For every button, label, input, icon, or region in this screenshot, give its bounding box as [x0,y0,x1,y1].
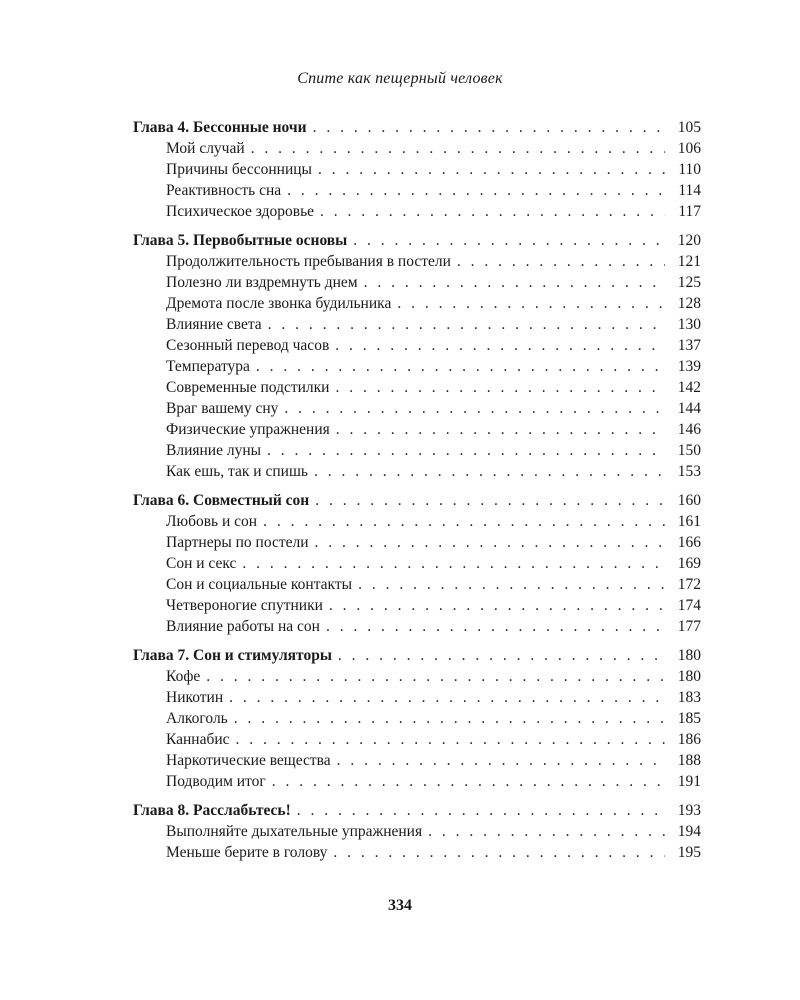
dot-leader [272,771,665,792]
toc-entry-page: 128 [677,295,701,312]
dot-leader [263,511,665,532]
toc-entry [133,821,701,842]
toc-entry-page: 130 [677,316,701,333]
dot-leader [315,490,665,511]
chapter-block [133,645,701,792]
toc-entry-title: Психическое здоровье [166,203,315,220]
toc-entry-title: Алкоголь [166,710,228,727]
toc-entry-title: Партнеры по постели [166,534,309,551]
toc-entry [133,595,701,616]
toc-entry-title: Дремота после звонка будильника [166,295,392,312]
toc-entry [133,616,701,637]
toc-entry-title: Кофе [166,668,201,685]
dot-leader [236,729,665,750]
toc-entry-title: Сон и секс [166,555,237,572]
dot-leader [326,616,665,637]
chapter-heading [133,645,701,666]
dot-leader [320,201,665,222]
toc-entry [133,251,701,272]
dot-leader [251,138,665,159]
dot-leader [242,553,665,574]
toc-entry [133,842,701,863]
toc-entry [133,666,701,687]
toc-entry-page: 137 [677,337,701,354]
dot-leader [313,117,665,138]
dot-leader [353,230,665,251]
toc-entry-title: Влияние работы на сон [166,618,320,635]
dot-leader [206,666,665,687]
toc-entry-page: 177 [677,618,701,635]
toc-entry-page: 106 [677,140,701,157]
toc-entry-page: 150 [677,442,701,459]
chapter-heading-page: 120 [677,232,701,249]
toc-entry-page: 180 [677,668,701,685]
toc-entry-title: Любовь и сон [166,513,258,530]
chapter-heading-page: 193 [677,802,701,819]
toc-entry-title: Каннабис [166,731,230,748]
toc-entry-title: Причины бессонницы [166,161,312,178]
toc-entry-page: 183 [677,689,701,706]
toc-entry-page: 139 [677,358,701,375]
toc-entry-title: Сезонный перевод часов [166,337,330,354]
toc-entry-page: 142 [677,379,701,396]
toc-entry [133,356,701,377]
toc-entry-title: Враг вашему сну [166,400,279,417]
dot-leader [229,687,665,708]
toc-entry-page: 186 [677,731,701,748]
toc-entry-page: 125 [677,274,701,291]
dot-leader [333,842,665,863]
toc-entry [133,771,701,792]
toc-entry-page: 144 [677,400,701,417]
toc-entry-page: 185 [677,710,701,727]
toc-entry-page: 194 [677,823,701,840]
dot-leader [267,440,665,461]
toc-entry-title: Современные подстилки [166,379,330,396]
toc-entry [133,461,701,482]
toc-entry [133,314,701,335]
toc-entry [133,708,701,729]
toc-entry [133,180,701,201]
toc-entry-page: 110 [678,161,701,178]
toc-entry [133,272,701,293]
toc-entry [133,138,701,159]
dot-leader [457,251,665,272]
page-number: 334 [388,897,412,914]
dot-leader [337,750,665,771]
toc-entry [133,440,701,461]
dot-leader [335,377,665,398]
toc-entry-title: Температура [166,358,250,375]
toc-entry-title: Никотин [166,689,224,706]
toc-entry [133,553,701,574]
toc-entry [133,750,701,771]
toc-entry-page: 166 [677,534,701,551]
dot-leader [329,595,665,616]
toc-entry [133,159,701,180]
dot-leader [364,272,665,293]
chapter-heading [133,800,701,821]
chapter-heading [133,230,701,251]
chapter-heading-page: 105 [677,119,701,136]
toc-entry [133,574,701,595]
toc-entry-title: Наркотические вещества [166,752,331,769]
toc-entry [133,377,701,398]
toc-entry-title: Сон и социальные контакты [166,576,353,593]
dot-leader [338,645,665,666]
dot-leader [297,800,665,821]
toc-entry [133,398,701,419]
dot-leader [397,293,665,314]
toc-entry-page: 153 [677,463,701,480]
toc-entry-title: Меньше берите в голову [166,844,328,861]
dot-leader [335,335,665,356]
toc-entry [133,729,701,750]
toc-entry-page: 169 [677,555,701,572]
toc-entry-title: Влияние луны [166,442,262,459]
chapter-block [133,230,701,482]
toc-entry-page: 117 [678,203,701,220]
toc-entry-title: Влияние света [166,316,262,333]
chapter-block [133,117,701,222]
toc-entry-page: 188 [677,752,701,769]
chapter-heading-title: Глава 7. Сон и стимуляторы [133,647,332,664]
dot-leader [256,356,665,377]
dot-leader [318,159,665,180]
toc-entry [133,335,701,356]
dot-leader [234,708,665,729]
dot-leader [428,821,665,842]
chapter-heading [133,490,701,511]
toc-entry-title: Мой случай [166,140,245,157]
toc-entry-title: Полезно ли вздремнуть днем [166,274,358,291]
chapter-heading-title: Глава 5. Первобытные основы [133,232,348,249]
toc-entry [133,511,701,532]
toc-entry [133,419,701,440]
toc-entry-title: Физические упражнения [166,421,330,438]
toc-entry-page: 114 [678,182,701,199]
chapter-block [133,800,701,863]
chapter-heading [133,117,701,138]
toc-entry [133,293,701,314]
dot-leader [314,461,665,482]
toc-entry-page: 174 [677,597,701,614]
toc-entry-page: 121 [677,253,701,270]
toc-entry-title: Как ешь, так и спишь [166,463,308,480]
running-head: Спите как пещерный человек [297,70,503,87]
toc-entry-title: Выполняйте дыхательные упражнения [166,823,423,840]
chapter-heading-page: 180 [677,647,701,664]
toc-entry-page: 161 [677,513,701,530]
dot-leader [336,419,665,440]
toc-entry [133,532,701,553]
toc-entry-page: 195 [677,844,701,861]
table-of-contents [133,117,701,871]
toc-entry [133,687,701,708]
chapter-heading-title: Глава 6. Совместный сон [133,492,310,509]
chapter-heading-page: 160 [677,492,701,509]
chapter-heading-title: Глава 8. Расслабьтесь! [133,802,291,819]
dot-leader [315,532,665,553]
dot-leader [287,180,665,201]
toc-entry-title: Четвероногие спутники [166,597,323,614]
toc-entry-title: Продолжительность пребывания в постели [166,253,451,270]
toc-entry-title: Подводим итог [166,773,266,790]
dot-leader [284,398,665,419]
dot-leader [358,574,665,595]
toc-entry-page: 191 [677,773,701,790]
dot-leader [268,314,665,335]
toc-entry-page: 146 [677,421,701,438]
toc-entry [133,201,701,222]
chapter-block [133,490,701,637]
toc-entry-page: 172 [677,576,701,593]
chapter-heading-title: Глава 4. Бессонные ночи [133,119,307,136]
toc-entry-title: Реактивность сна [166,182,282,199]
